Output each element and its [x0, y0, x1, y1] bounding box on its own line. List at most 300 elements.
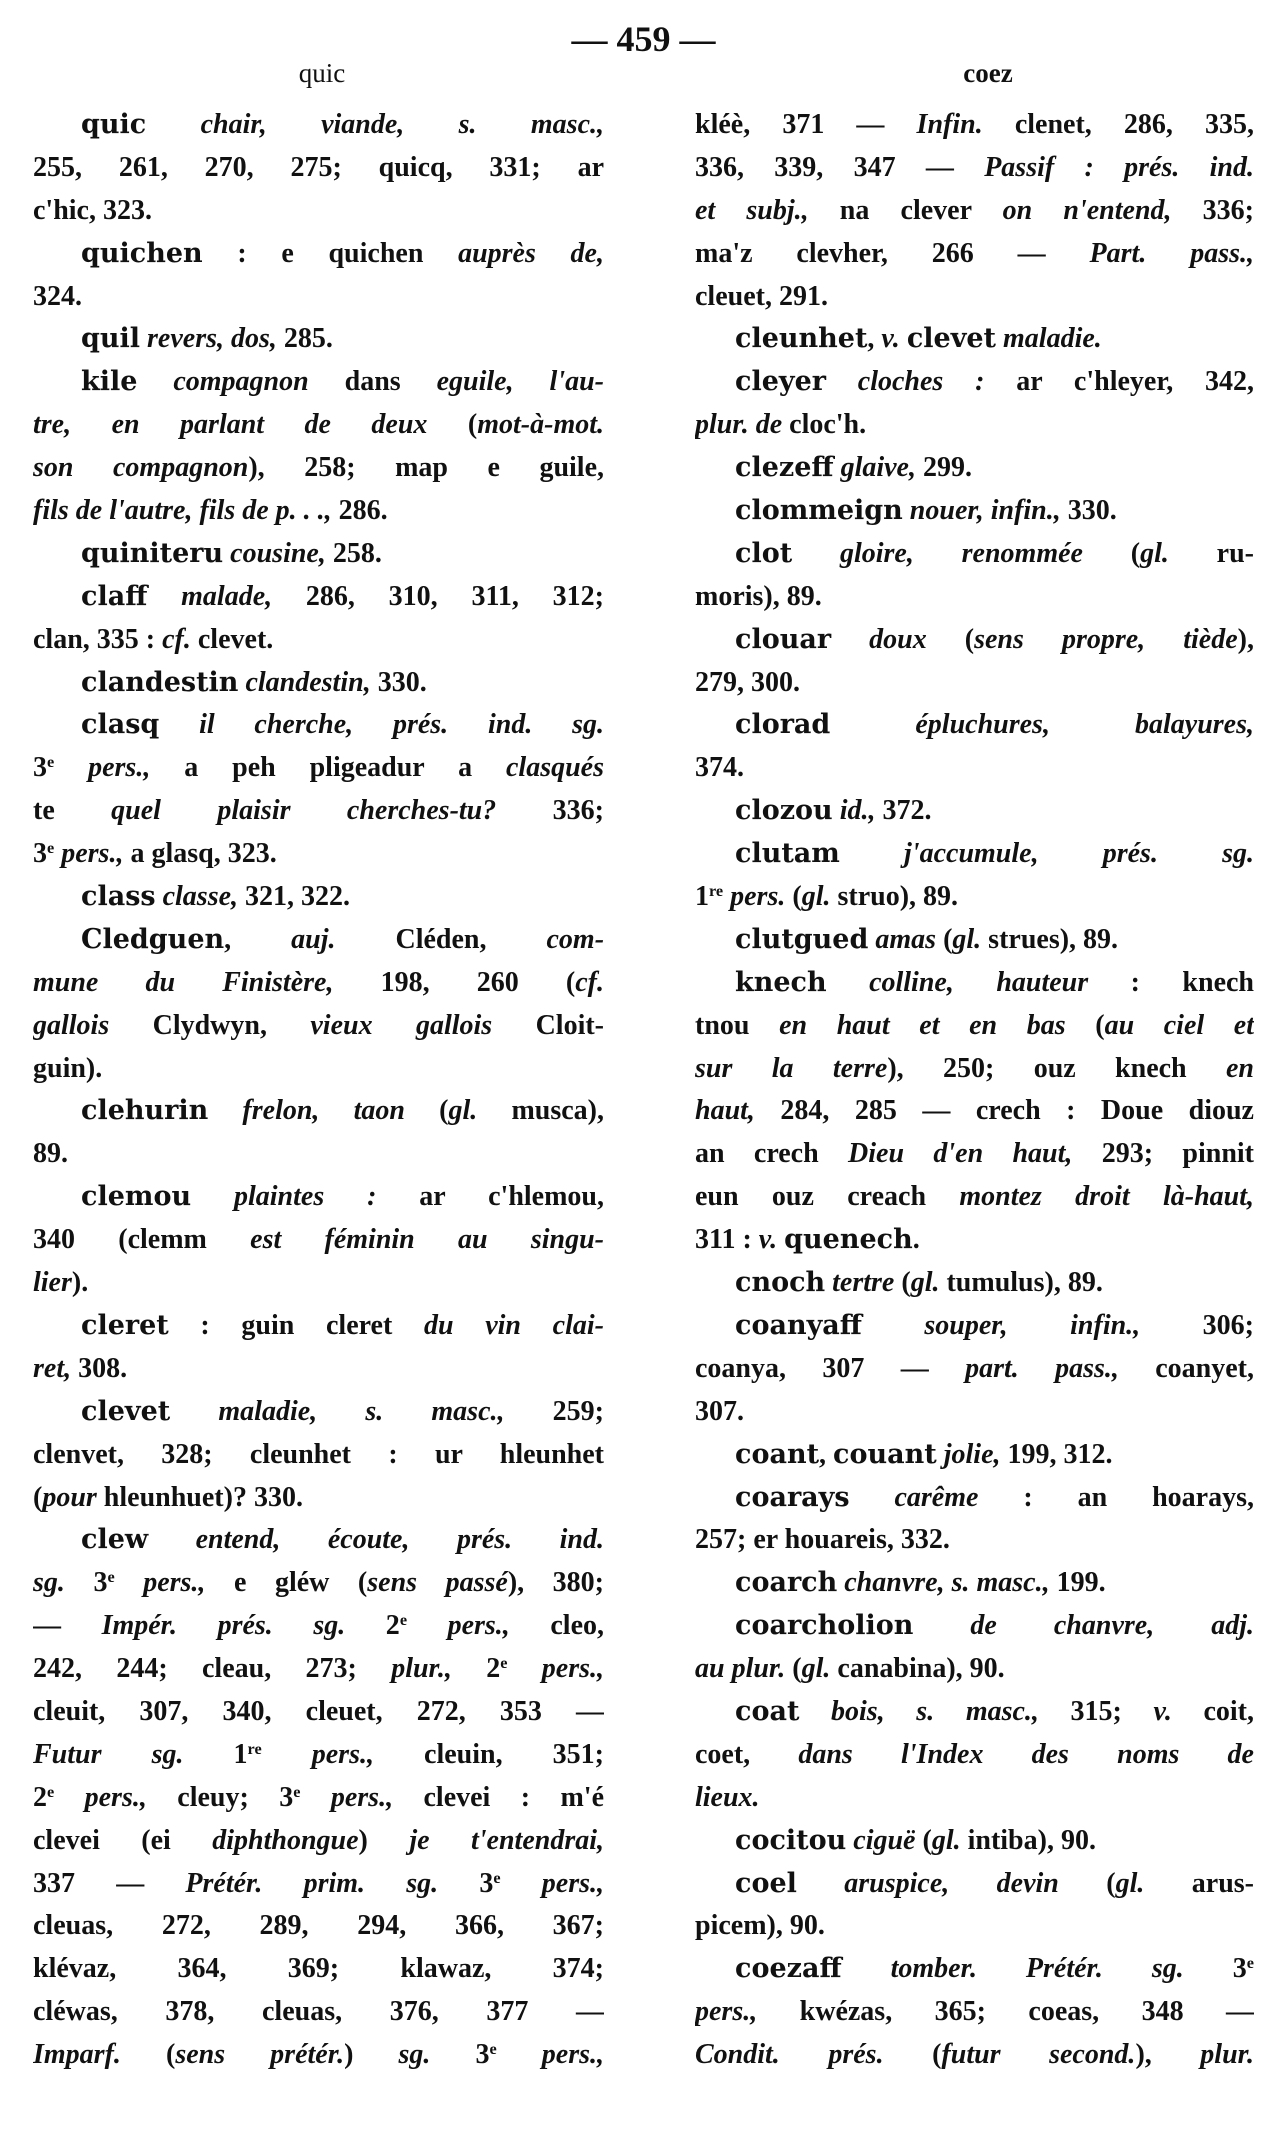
- entry-line: [695, 790, 1254, 833]
- entry-line: [695, 1262, 1254, 1305]
- italic-text: mune du Finistère,: [33, 966, 334, 998]
- text: arus-: [1144, 1867, 1254, 1899]
- entry-line: [695, 104, 1254, 147]
- italic-text: frelon, taon: [208, 1095, 405, 1127]
- headword: quil: [81, 323, 141, 355]
- text: (: [883, 2039, 942, 2071]
- italic-text: il cherche, prés. ind. sg.: [159, 709, 604, 741]
- italic-text: chair, viande, s. masc.,: [146, 109, 604, 140]
- italic-text: de chanvre, adj.: [913, 1610, 1254, 1642]
- italic-text: nouer, infin.,: [902, 495, 1061, 527]
- italic-text: v.: [1153, 1695, 1172, 1727]
- text: coit,: [1171, 1695, 1254, 1727]
- italic-text: tomber. Prétér. sg.: [841, 1953, 1184, 1985]
- text: cloc'h.: [782, 409, 867, 441]
- italic-text: ciguë: [846, 1824, 916, 1856]
- italic-text: pers.,: [407, 1610, 510, 1642]
- headword: clot: [735, 537, 793, 569]
- entry-line: [695, 1648, 1254, 1691]
- entry-line: [33, 447, 604, 490]
- italic-text: pers.,: [54, 838, 124, 870]
- dictionary-entry: [695, 1305, 1254, 1434]
- text: ,: [819, 1438, 834, 1470]
- italic-text: aruspice, devin: [796, 1867, 1059, 1899]
- text: (: [926, 623, 975, 655]
- text: 336;: [496, 795, 604, 827]
- italic-text: lieux.: [695, 1781, 760, 1813]
- text: (: [427, 409, 478, 441]
- text: cleuet, 291.: [695, 280, 828, 312]
- dictionary-entry: [695, 1691, 1254, 1820]
- italic-text: pers.,: [261, 1738, 374, 1770]
- headword: coant: [735, 1438, 820, 1470]
- italic-text: diphthongue: [212, 1824, 359, 1856]
- italic-text: cf.: [162, 623, 191, 655]
- italic-text: futur second.: [941, 2039, 1136, 2071]
- headword: clutgued: [735, 923, 869, 955]
- text: 336, 339, 347 —: [695, 151, 985, 183]
- italic-text: du vin clai-: [423, 1309, 604, 1341]
- dictionary-entry: [33, 318, 604, 361]
- italic-text: est féminin au singu-: [250, 1224, 604, 1256]
- text: (: [120, 2039, 176, 2071]
- entry-line: [33, 276, 604, 319]
- text: canabina), 90.: [830, 1653, 1005, 1685]
- entry-line: [33, 576, 604, 619]
- text: 2: [345, 1610, 400, 1642]
- superscript: e: [47, 753, 55, 772]
- entry-line: [33, 1991, 604, 2034]
- headword: cleret: [81, 1309, 169, 1341]
- italic-text: part. pass.,: [965, 1352, 1119, 1384]
- text: na clever: [808, 194, 1003, 226]
- headword: coarays: [735, 1481, 850, 1513]
- running-head-left: quic: [298, 58, 346, 88]
- dictionary-entry: [33, 533, 604, 576]
- entry-line: [33, 704, 604, 747]
- italic-text: pers.,: [300, 1781, 394, 1813]
- entry-line: [33, 1863, 604, 1906]
- italic-text: v.: [881, 323, 900, 355]
- superscript: e: [399, 1611, 408, 1630]
- entry-line: [33, 1348, 604, 1391]
- italic-text: eguile, l'au-: [436, 366, 604, 398]
- entry-line: [695, 662, 1254, 705]
- italic-text: en haut et en bas: [779, 1009, 1066, 1041]
- text: ): [358, 1824, 410, 1856]
- entry-line: [33, 1477, 604, 1520]
- italic-text: id.,: [832, 795, 876, 827]
- italic-text: classe,: [155, 881, 239, 913]
- entry-line: [33, 104, 604, 147]
- text: 2: [451, 1653, 501, 1685]
- italic-text: clasqués: [506, 752, 604, 784]
- entry-line: [695, 919, 1254, 962]
- entry-line: [33, 1434, 604, 1477]
- italic-text: cousine,: [223, 537, 326, 569]
- superscript: e: [500, 1654, 508, 1673]
- italic-text: gl.: [801, 881, 831, 913]
- text: struo), 89.: [830, 881, 959, 913]
- dictionary-entry: [33, 104, 604, 233]
- entry-line: [695, 147, 1254, 190]
- italic-text: dans l'Index des noms de: [798, 1738, 1254, 1770]
- entry-line: [695, 619, 1254, 662]
- italic-text: gallois: [33, 1009, 110, 1041]
- headword: clandestin: [81, 666, 239, 698]
- entry-line: [33, 1605, 604, 1648]
- italic-text: pour: [42, 1481, 97, 1513]
- entry-line: [33, 1133, 604, 1176]
- entry-line: [695, 576, 1254, 619]
- text: 259;: [504, 1395, 604, 1427]
- text: 374.: [695, 752, 744, 784]
- entry-line: [695, 833, 1254, 876]
- entry-line: [33, 1090, 604, 1133]
- headword: kile: [81, 366, 138, 398]
- text: 242, 244; cleau, 273;: [33, 1653, 392, 1685]
- entry-line: [695, 1219, 1254, 1262]
- entry-line: [33, 1219, 604, 1262]
- dictionary-entry: [695, 1477, 1254, 1563]
- text: musca),: [477, 1095, 604, 1127]
- text: (: [785, 881, 802, 913]
- text: ).: [71, 1267, 89, 1299]
- text: 321, 322.: [238, 881, 351, 913]
- entry-line: [33, 1648, 604, 1691]
- text: 3: [33, 752, 47, 784]
- italic-text: montez droit là-haut,: [959, 1181, 1254, 1213]
- text: dans: [308, 366, 437, 398]
- text: (: [404, 1095, 449, 1127]
- text: tumulus), 89.: [939, 1267, 1103, 1299]
- text: Clydwyn,: [109, 1009, 311, 1041]
- entry-line: [695, 1391, 1254, 1434]
- italic-text: sens propre, tiède: [974, 623, 1238, 655]
- entry-line: [695, 1048, 1254, 1091]
- dictionary-entry: [33, 576, 604, 662]
- italic-text: souper, infin.,: [861, 1309, 1141, 1341]
- italic-text: sur la terre: [695, 1052, 888, 1084]
- italic-text: chanvre, s. masc.,: [837, 1567, 1050, 1599]
- italic-text: pers.,: [500, 1867, 604, 1899]
- text: (: [1065, 1009, 1105, 1041]
- entry-line: [33, 1519, 604, 1562]
- text: Cloit-: [492, 1009, 604, 1041]
- text: (: [915, 1824, 932, 1856]
- dictionary-entry: [695, 619, 1254, 705]
- entry-line: [33, 662, 604, 705]
- dictionary-entry: [695, 1605, 1254, 1691]
- text: 307.: [695, 1395, 744, 1427]
- entry-line: [33, 962, 604, 1005]
- text: (: [1058, 1867, 1116, 1899]
- superscript: e: [1246, 1954, 1254, 1973]
- text: 311 :: [695, 1224, 759, 1256]
- italic-text: gl.: [931, 1824, 961, 1856]
- dictionary-entry: [695, 447, 1254, 490]
- italic-text: revers, dos,: [140, 323, 277, 355]
- italic-text: pers.: [723, 881, 786, 913]
- superscript: e: [47, 839, 55, 858]
- italic-text: lier: [33, 1267, 72, 1299]
- headword: cleunhet: [735, 323, 868, 355]
- dictionary-entry: [695, 962, 1254, 1262]
- dictionary-entry: [33, 1391, 604, 1520]
- superscript: e: [47, 1782, 55, 1801]
- text: 324.: [33, 280, 82, 312]
- italic-text: cloches :: [825, 366, 985, 398]
- entry-line: [33, 790, 604, 833]
- entry-line: [695, 404, 1254, 447]
- text: (: [1082, 537, 1141, 569]
- entry-line: [695, 1434, 1254, 1477]
- text: clenvet, 328; cleunhet : ur hleunhet: [33, 1438, 604, 1470]
- text: 199, 312.: [1000, 1438, 1113, 1470]
- italic-text: tre, en parlant de deux: [33, 409, 428, 441]
- text: .: [912, 1224, 920, 1256]
- headword: quic: [81, 109, 147, 140]
- entry-line: [33, 919, 604, 962]
- text: (: [936, 923, 953, 955]
- headword: clouar: [735, 623, 832, 655]
- text: ),: [1237, 623, 1254, 655]
- entry-line: [695, 962, 1254, 1005]
- text: a peh pligeadur a: [150, 752, 506, 784]
- entry-line: [695, 1734, 1254, 1777]
- text: te: [33, 795, 112, 827]
- italic-text: au ciel et: [1104, 1009, 1254, 1041]
- entry-line: [695, 1777, 1254, 1820]
- entry-line: [33, 1176, 604, 1219]
- entry-line: [695, 2034, 1254, 2077]
- text: 284, 285 — crech : Doue diouz: [754, 1095, 1254, 1127]
- text: 3: [64, 1567, 108, 1599]
- dictionary-entry: [33, 662, 604, 705]
- text: 258.: [325, 537, 382, 569]
- headword: coel: [735, 1867, 797, 1899]
- text: kwézas, 365; coeas, 348 —: [757, 1996, 1254, 2028]
- italic-text: pers.,: [114, 1567, 206, 1599]
- entry-line: [695, 1991, 1254, 2034]
- text: 285.: [276, 323, 333, 355]
- text: 1: [183, 1738, 248, 1770]
- text: : an hoarays,: [978, 1481, 1254, 1513]
- dictionary-entry: [695, 704, 1254, 790]
- dictionary-entry: [33, 704, 604, 876]
- text: 1: [695, 881, 709, 913]
- italic-text: carême: [849, 1481, 979, 1513]
- text: clenet, 286, 335,: [982, 109, 1254, 140]
- dictionary-entry: [33, 233, 604, 319]
- entry-line: [33, 1562, 604, 1605]
- text: cleuit, 307, 340, cleuet, 272, 353 —: [33, 1695, 604, 1727]
- text: intiba), 90.: [960, 1824, 1096, 1856]
- superscript: e: [489, 2040, 497, 2059]
- column-right: [695, 104, 1254, 2077]
- italic-text: Infin.: [916, 109, 983, 140]
- dictionary-entry: [33, 876, 604, 919]
- italic-text: plur. de: [695, 409, 783, 441]
- text: 286.: [331, 495, 388, 527]
- entry-line: [695, 276, 1254, 319]
- entry-line: [695, 1863, 1254, 1906]
- text: : guin cleret: [168, 1309, 424, 1341]
- italic-text: sg.: [398, 2039, 431, 2071]
- text: ),: [1135, 2039, 1201, 2071]
- italic-text: en: [1226, 1052, 1254, 1084]
- dictionary-entry: [33, 1176, 604, 1305]
- text: 3: [430, 2039, 490, 2071]
- italic-text: gl.: [448, 1095, 478, 1127]
- entry-line: [33, 147, 604, 190]
- dictionary-entry: [33, 1090, 604, 1176]
- text: a glasq, 323.: [123, 838, 277, 870]
- dictionary-entry: [33, 1519, 604, 2077]
- dictionary-entry: [695, 1863, 1254, 1949]
- text: 3: [438, 1867, 494, 1899]
- text: ar c'hlemou,: [376, 1181, 604, 1213]
- text: coanyet,: [1118, 1352, 1254, 1384]
- entry-line: [33, 404, 604, 447]
- italic-text: plaintes :: [191, 1181, 377, 1213]
- text: [900, 323, 907, 354]
- entry-line: [695, 1176, 1254, 1219]
- text: ,: [867, 323, 882, 355]
- text: cleuin, 351;: [373, 1738, 604, 1770]
- text: cléwas, 378, cleuas, 376, 377 —: [33, 1996, 604, 2028]
- text: coet,: [695, 1738, 799, 1770]
- entry-line: [33, 318, 604, 361]
- italic-text: Passif : prés. ind.: [984, 151, 1254, 183]
- text: ), 250; ouz knech: [887, 1052, 1226, 1084]
- text: picem), 90.: [695, 1910, 825, 1942]
- italic-text: ret,: [33, 1352, 72, 1384]
- headword: clemou: [81, 1181, 192, 1213]
- italic-text: malade,: [147, 580, 273, 612]
- italic-text: vieux gallois: [310, 1009, 493, 1041]
- entry-line: [695, 1305, 1254, 1348]
- text: ), 258; map e guile,: [248, 452, 604, 484]
- text: eun ouz creach: [695, 1181, 960, 1213]
- entry-line: [695, 318, 1254, 361]
- italic-text: gl.: [910, 1267, 940, 1299]
- entry-line: [695, 1820, 1254, 1863]
- italic-text: com-: [546, 923, 604, 955]
- headword: claff: [81, 580, 148, 612]
- italic-text: auj.: [291, 923, 336, 955]
- headword: coezaff: [735, 1953, 842, 1985]
- italic-text: bois, s. masc.,: [799, 1695, 1039, 1727]
- superscript: e: [107, 1568, 115, 1587]
- italic-text: fils de l'autre, fils de p. . .,: [33, 495, 332, 527]
- italic-text: mot-à-mot.: [477, 409, 604, 441]
- text: 255, 261, 270, 275; quicq, 331; ar: [33, 151, 604, 183]
- entry-line: [33, 2034, 604, 2077]
- headword: quichen: [81, 237, 203, 269]
- headword: knech: [735, 966, 827, 998]
- italic-text: gloire, renommée: [792, 537, 1083, 569]
- text: : knech: [1088, 966, 1254, 998]
- entry-line: [33, 1048, 604, 1091]
- italic-text: son compagnon: [33, 452, 249, 484]
- text: clevei (ei: [33, 1824, 213, 1856]
- entry-line: [695, 233, 1254, 276]
- text: (: [785, 1653, 802, 1685]
- italic-text: jolie,: [936, 1438, 1001, 1470]
- headword: clommeign: [735, 495, 903, 527]
- entry-line: [33, 361, 604, 404]
- text: clevei : m'é: [393, 1781, 604, 1813]
- text: 372.: [875, 795, 932, 827]
- superscript: re: [247, 1739, 262, 1758]
- headword: clevet: [81, 1395, 171, 1427]
- dictionary-entry: [695, 104, 1254, 318]
- headword: clasq: [81, 709, 160, 741]
- entry-line: [695, 1005, 1254, 1048]
- entry-line: [33, 190, 604, 233]
- headword: coat: [735, 1695, 800, 1727]
- headword: cnoch: [735, 1267, 826, 1299]
- dictionary-entry: [695, 361, 1254, 447]
- text: kléè, 371 —: [695, 109, 917, 140]
- italic-text: compagnon: [137, 366, 309, 398]
- text: 199.: [1049, 1567, 1106, 1599]
- dictionary-entry: [695, 833, 1254, 919]
- dictionary-entry: [695, 1948, 1254, 2077]
- entry-line: [695, 876, 1254, 919]
- entry-line: [695, 1090, 1254, 1133]
- italic-text: j'accumule, prés. sg.: [839, 838, 1254, 870]
- italic-text: glaive,: [833, 452, 916, 484]
- italic-text: entend, écoute, prés. ind.: [148, 1524, 604, 1556]
- text: 315;: [1038, 1695, 1154, 1727]
- headword: coarcholion: [735, 1610, 914, 1642]
- entry-line: [695, 747, 1254, 790]
- text: ru-: [1168, 537, 1254, 569]
- entry-line: [33, 747, 604, 790]
- entry-line: [695, 490, 1254, 533]
- entry-line: [33, 1820, 604, 1863]
- italic-text: pers.,: [54, 1781, 147, 1813]
- italic-text: plur.: [1200, 2039, 1254, 2071]
- headword: clezeff: [735, 452, 834, 484]
- text: guin).: [33, 1052, 103, 1084]
- text: (: [33, 1481, 43, 1513]
- italic-text: sg.: [33, 1567, 65, 1599]
- italic-text: épluchures, balayures,: [830, 709, 1254, 741]
- entry-line: [33, 619, 604, 662]
- text: 3: [33, 838, 47, 870]
- text: 286, 310, 311, 312;: [272, 580, 604, 612]
- italic-text: pers.,: [695, 1996, 758, 2028]
- dictionary-entry: [695, 919, 1254, 962]
- headword: clevet: [906, 323, 997, 355]
- italic-text: gl.: [952, 923, 982, 955]
- dictionary-entry: [33, 919, 604, 1091]
- text: e gléw (: [205, 1567, 368, 1599]
- entry-line: [695, 190, 1254, 233]
- entry-line: [695, 1519, 1254, 1562]
- dictionary-entry: [695, 533, 1254, 619]
- headword: clozou: [735, 795, 833, 827]
- text: 257; er houareis, 332.: [695, 1524, 950, 1556]
- text: ma'z clevher, 266 —: [695, 237, 1090, 269]
- entry-line: [33, 1905, 604, 1948]
- entry-line: [695, 1905, 1254, 1948]
- text: 308.: [71, 1352, 128, 1384]
- entry-line: [695, 447, 1254, 490]
